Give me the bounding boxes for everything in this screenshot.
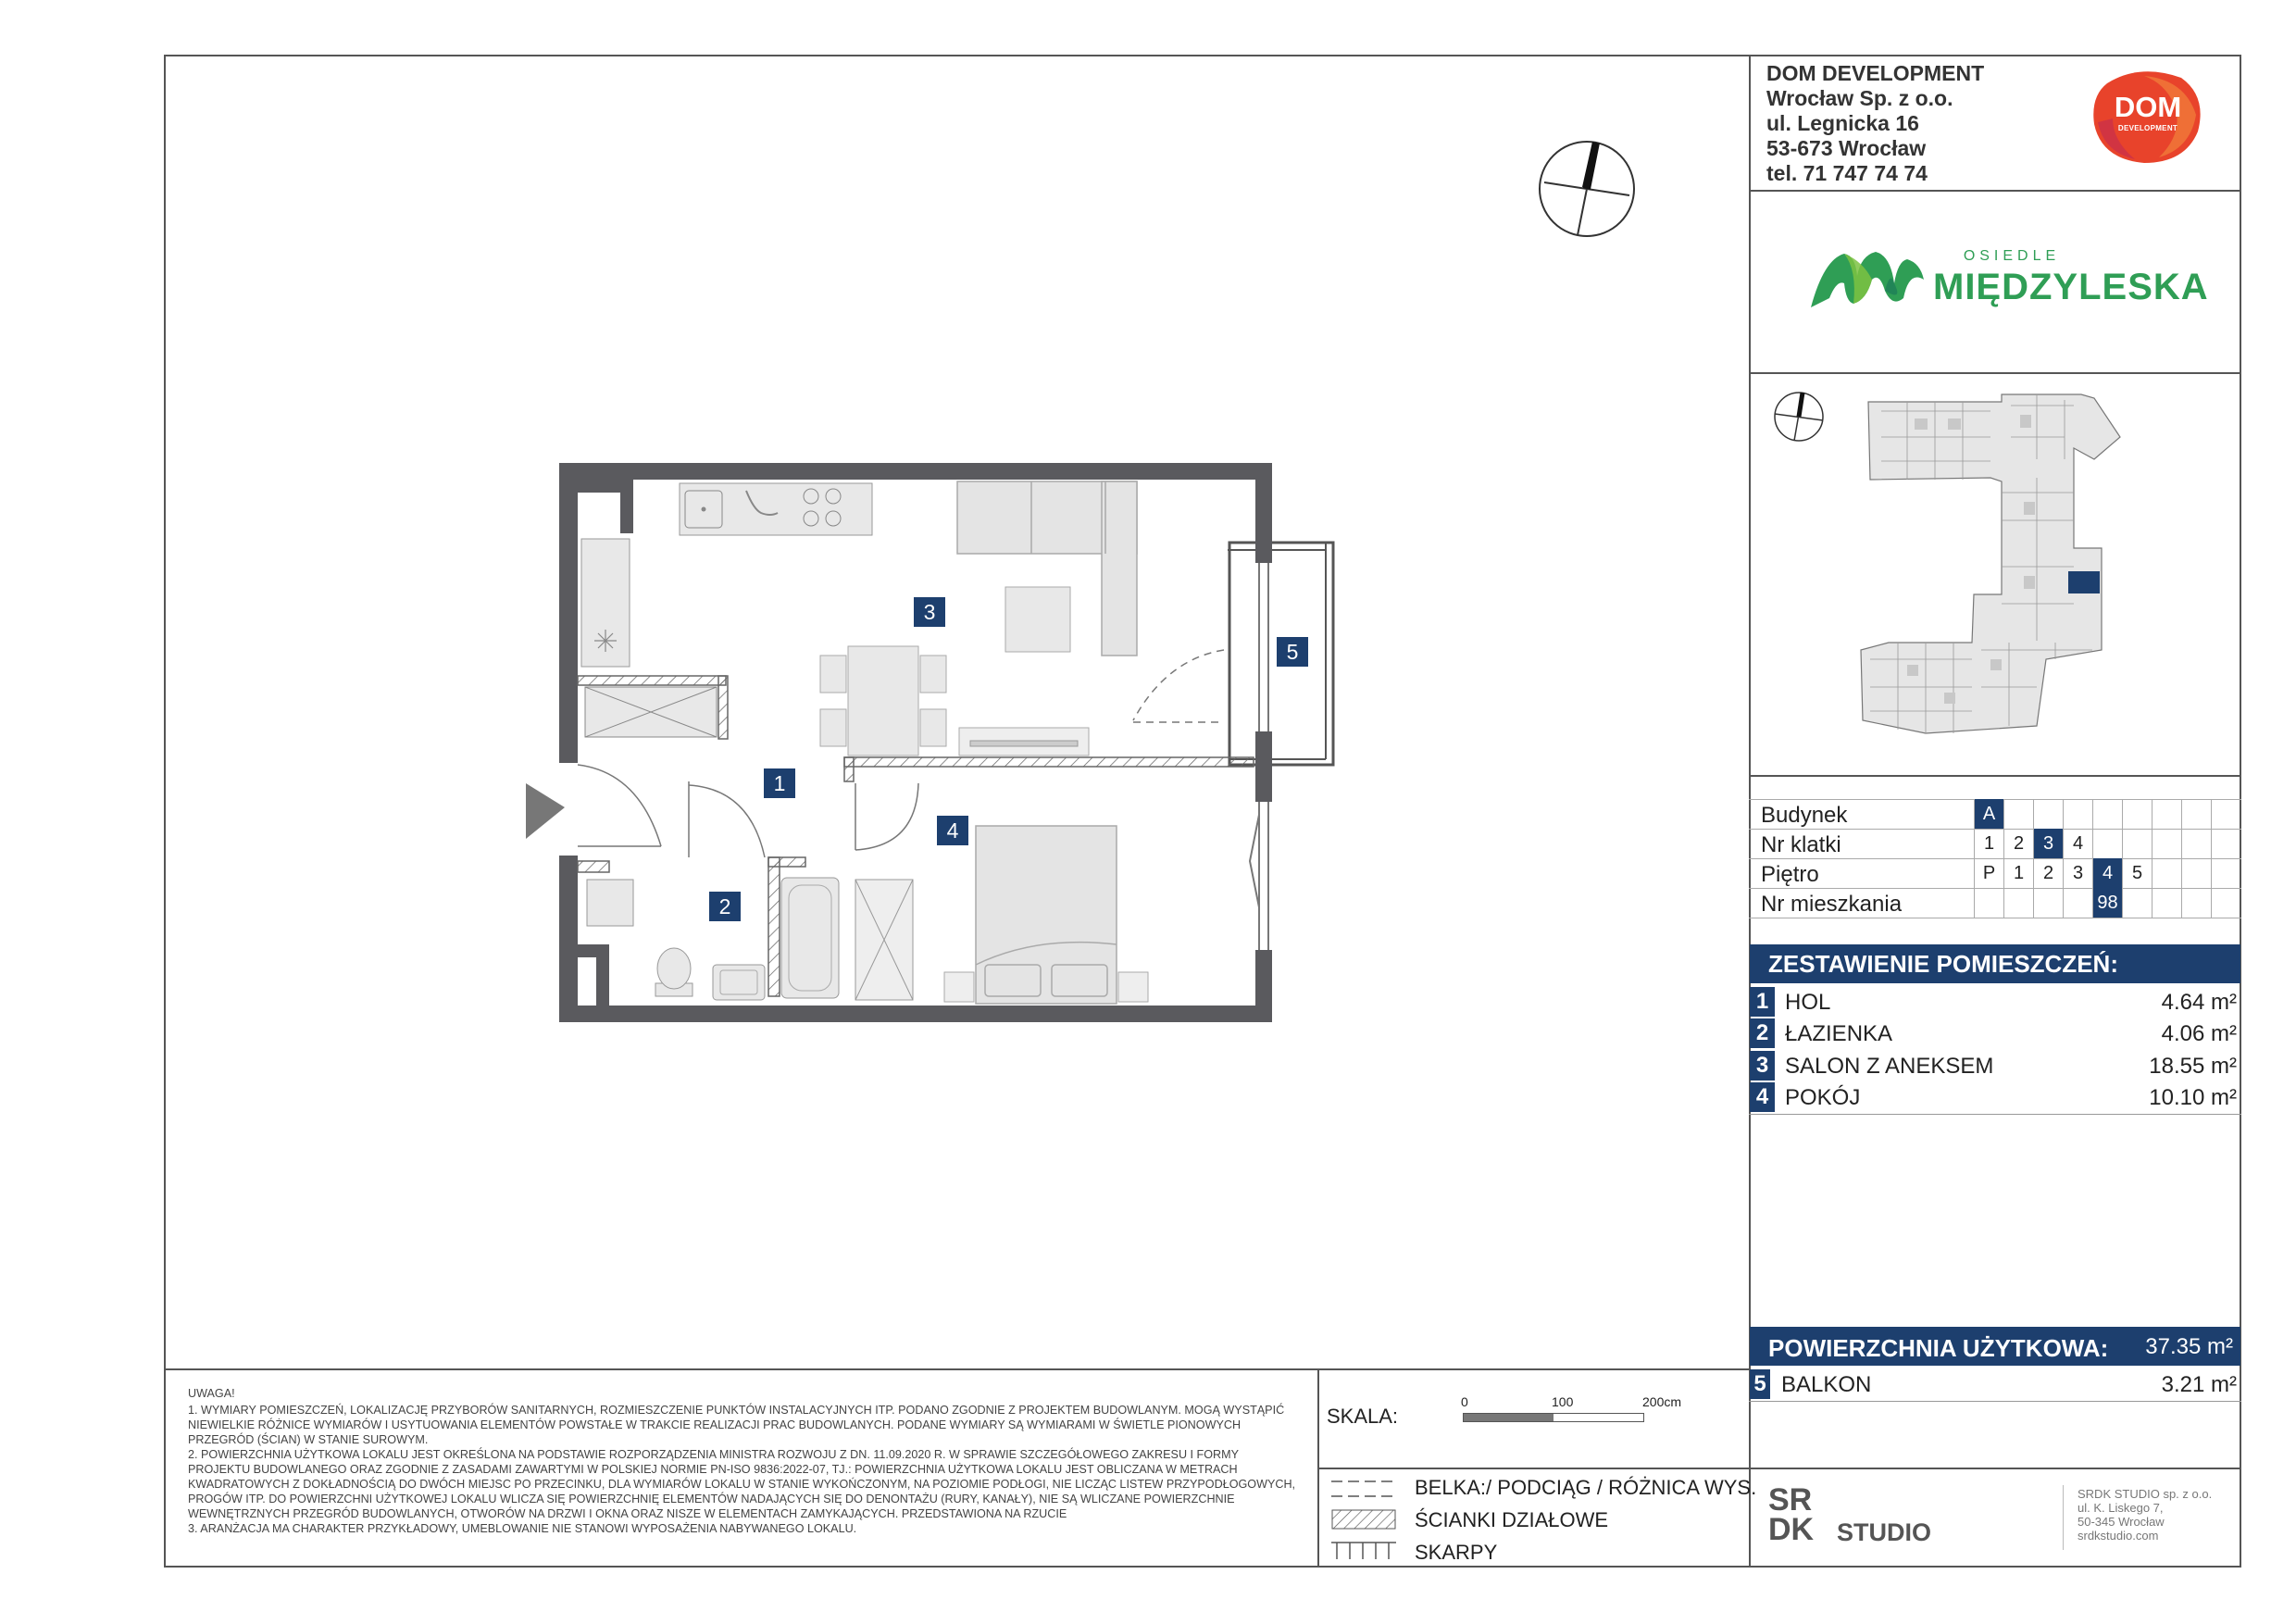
stair-cell: 1 [1974, 829, 2003, 858]
studio-divider [1749, 1468, 2241, 1469]
floor-cell: P [1974, 858, 2003, 888]
empty-cell [2122, 888, 2152, 918]
bed [976, 826, 1117, 1004]
bathtub-icon [781, 878, 839, 998]
empty-cell [2003, 888, 2033, 918]
notes-title: UWAGA! [188, 1387, 235, 1400]
empty-cell [2003, 799, 2033, 829]
apartment-cells [1974, 888, 2240, 918]
empty-cell [2063, 799, 2092, 829]
logo-divider [1749, 372, 2241, 374]
room-area: 4.06 m² [2161, 1021, 2237, 1046]
company-phone: tel. 71 747 74 74 [1766, 161, 1928, 185]
empty-cell [2033, 888, 2063, 918]
room-row [1750, 1051, 2240, 1081]
legend-label: SKARPY [1415, 1541, 1498, 1564]
stair-cell: 4 [2063, 829, 2092, 858]
partition-legend-icon [1331, 1509, 1396, 1530]
studio-web: srdkstudio.com [2078, 1529, 2159, 1543]
note-item: 1. WYMIARY POMIESZCZEŃ, LOKALIZACJĘ PRZYBORÓW SANITARNYCH, ROZMIESZCZENIE PUNKTÓW INSTALACYJNYCH ITP. PODANO ZGODNIE Z PROJEKTEM BUDOWLANYM. MOGĄ WYSTĄPIĆ NIEWIELKIE RÓŻNICE WYMIARÓW I USYTUOWANIA ELEMENTÓW POWSTAŁE W TRAKCIE REALIZACJI PRAC BUDOWLANYCH. PODANE WYMIARY SĄ WYMIARAMI W ŚWIETLE PIONOWYCH PRZEGRÓD (ŚCIAN) W STANIE SUROWYM. [188, 1404, 1285, 1446]
toilet-icon [657, 948, 691, 989]
empty-cell [2092, 799, 2122, 829]
dom-development-logo [2089, 67, 2205, 167]
srdk-logo-word: STUDIO [1837, 1518, 1932, 1546]
building-cell: A [1974, 799, 2003, 829]
studio-name: SRDK STUDIO sp. z o.o. [2078, 1487, 2213, 1501]
studio-address [2078, 1487, 2212, 1543]
empty-cell [2211, 829, 2240, 858]
floor-cell: 3 [2063, 858, 2092, 888]
empty-cell [2181, 829, 2211, 858]
room-row [1750, 1018, 2240, 1048]
compass-icon [1535, 137, 1639, 241]
company-city: 53-673 Wrocław [1766, 136, 1927, 160]
building-label: Budynek [1761, 803, 1848, 828]
balcony-bottom-line [1749, 1401, 2241, 1402]
bottom-strip-divider [164, 1368, 1750, 1370]
floor-cell: 4 [2092, 858, 2122, 888]
empty-cell [2122, 799, 2152, 829]
legend-label: BELKA:/ PODCIĄG / RÓŻNICA WYS. [1415, 1476, 1757, 1499]
room-number: 2 [1750, 1018, 1775, 1048]
keyplan-selected-apartment [2068, 571, 2100, 593]
balcony-name: BALKON [1781, 1372, 1872, 1397]
empty-cell [2181, 888, 2211, 918]
keyplan-divider [1749, 775, 2241, 777]
company-name: DOM DEVELOPMENT [1766, 61, 1985, 85]
empty-cell [2152, 858, 2181, 888]
empty-cell [2033, 799, 2063, 829]
empty-cell [2211, 799, 2240, 829]
room-row [1750, 987, 2240, 1017]
scale-bar-fill [1464, 1414, 1554, 1421]
legend-label: ŚCIANKI DZIAŁOWE [1415, 1508, 1609, 1531]
floor-label: Piętro [1761, 862, 1819, 887]
company-info [1766, 61, 1984, 186]
balcony-row [1750, 1369, 2240, 1399]
studio-address-divider [2063, 1485, 2064, 1550]
company-divider [1749, 190, 2241, 192]
room-row [1750, 1082, 2240, 1112]
empty-cell [2152, 888, 2181, 918]
rooms-title: ZESTAWIENIE POMIESZCZEŃ: [1750, 944, 2240, 983]
plan-tag: 3 [914, 597, 945, 627]
srdk-logo-mark: SR DK [1768, 1482, 1815, 1547]
note-item: 3. ARANŻACJA MA CHARAKTER PRZYKŁADOWY, UMEBLOWANIE NIE STANOWI WYPOSAŻENIA NABYWANEGO LOKALU. [188, 1522, 857, 1535]
empty-cell [2211, 858, 2240, 888]
key-plan [1759, 381, 2240, 770]
stair-cells [1974, 829, 2240, 858]
room-area: 4.64 m² [2161, 990, 2237, 1015]
project-logo-name: MIĘDZYLESKA [1933, 267, 2209, 307]
empty-cell [2122, 829, 2152, 858]
coffee-table [1005, 587, 1070, 652]
empty-cell [1974, 888, 2003, 918]
studio-street: ul. K. Liskego 7, [2078, 1501, 2164, 1515]
balcony-number: 5 [1750, 1369, 1770, 1399]
notes [188, 1386, 1304, 1536]
washing-machine [587, 880, 633, 926]
empty-cell [2181, 799, 2211, 829]
slope-legend-icon [1331, 1541, 1396, 1561]
plan-tag: 4 [937, 816, 968, 845]
room-name: HOL [1785, 990, 1831, 1015]
scale-divider [1317, 1468, 1750, 1469]
plan-tag: 5 [1277, 637, 1308, 667]
entrance-arrow-icon [526, 783, 565, 839]
plan-tag: 1 [764, 768, 795, 798]
room-name: ŁAZIENKA [1785, 1021, 1893, 1046]
company-street: ul. Legnicka 16 [1766, 111, 1919, 135]
usable-area-value: 37.35 m² [2145, 1334, 2233, 1359]
empty-cell [2152, 829, 2181, 858]
usable-area-bar [1750, 1327, 2240, 1366]
keyplan-compass-icon [1775, 393, 1823, 441]
floor-plan [518, 454, 1389, 1037]
room-name: SALON Z ANEKSEM [1785, 1054, 1994, 1079]
room-number: 3 [1750, 1051, 1775, 1081]
nightstand [944, 972, 974, 1002]
building-row [1750, 799, 2240, 829]
beam-legend-icon [1331, 1478, 1396, 1500]
balcony-area: 3.21 m² [2161, 1372, 2237, 1397]
empty-cell [2211, 888, 2240, 918]
stair-cell: 2 [2003, 829, 2033, 858]
floor-cell: 5 [2122, 858, 2152, 888]
tv [970, 741, 1078, 746]
dom-logo-subtext: DEVELOPMENT [2117, 124, 2178, 132]
srdk-logo [1768, 1482, 1944, 1550]
empty-cell [2152, 799, 2181, 829]
empty-cell [2063, 888, 2092, 918]
room-area: 18.55 m² [2149, 1054, 2237, 1079]
floor-cell: 1 [2003, 858, 2033, 888]
scale-tick: 0 [1461, 1394, 1468, 1409]
stair-label: Nr klatki [1761, 832, 1841, 857]
scale-label: SKALA: [1327, 1405, 1399, 1428]
room-number: 1 [1750, 987, 1775, 1017]
room-number: 4 [1750, 1082, 1775, 1112]
room-area: 10.10 m² [2149, 1085, 2237, 1110]
studio-city: 50-345 Wrocław [2078, 1515, 2165, 1529]
project-logo-mark [1805, 243, 1926, 317]
plan-tag: 2 [709, 892, 741, 921]
floor-cell: 2 [2033, 858, 2063, 888]
usable-area-label: POWIERZCHNIA UŻYTKOWA: [1768, 1334, 2109, 1362]
company-line2: Wrocław Sp. z o.o. [1766, 86, 1953, 110]
nightstand [1118, 972, 1148, 1002]
stair-cell: 3 [2033, 829, 2063, 858]
dining-set [820, 646, 946, 756]
floor-cells [1974, 858, 2240, 888]
apartment-row [1750, 888, 2240, 918]
scale-bar [1463, 1413, 1644, 1422]
empty-cell [2092, 829, 2122, 858]
stair-row [1750, 829, 2240, 858]
scale-tick: 100 [1552, 1394, 1574, 1409]
scale-tick: 200cm [1642, 1394, 1682, 1409]
apartment-label: Nr mieszkania [1761, 892, 1903, 917]
project-logo-small: OSIEDLE [1963, 248, 2061, 264]
dom-logo-text: DOM [2114, 91, 2182, 123]
floor-row [1750, 858, 2240, 888]
building-cells [1974, 799, 2240, 829]
room-name: POKÓJ [1785, 1085, 1861, 1110]
empty-cell [2181, 858, 2211, 888]
note-item: 2. POWIERZCHNIA UŻYTKOWA LOKALU JEST OKREŚLONA NA PODSTAWIE ROZPORZĄDZENIA MINISTRA ROZWOJU Z DN. 11.09.2020 R. W SPRAWIE SZCZEGÓŁOWEGO ZAKRESU I FORMY PROJEKTU BUDOWLANEGO ORAZ ZGODNIE Z ZASADAMI ZAWARTYMI W POLSKIEJ NORMIE PN-ISO 9836:2022-07, TJ.: POWIERZCHNIA UŻYTKOWA LOKALU JEST OBLICZANA W METRACH KWADRATOWYCH Z DOKŁADNOŚCIĄ DO DWÓCH MIEJSC PO PRZECINKU, DLA WYMIARÓW LOKALU W STANIE WYKOŃCZONYM, NA POZIOMIE PODŁOGI, NIE LICZĄC LISTEW PRZYPODŁOGOWYCH, PROGÓW ITP. DO POWIERZCHNI UŻYTKOWEJ LOKALU WLICZA SIĘ POWIERZCHNIĘ ELEMENTÓW NADAJĄCYCH SIĘ DO DENONTAŻU (RURY, KANAŁY), NIE SĄ WLICZANE POWIERZCHNIE WEWNĘTRZNYCH PRZEGRÓD BUDOWLANYCH, OTWORÓW NA DRZWI I OKNA ORAZ NISZE W ELEMENTACH ZAMYKAJĄCYCH. PRZEDSTAWIONA NA RZUCIE [188, 1448, 1296, 1520]
rooms-bottom-line [1749, 1114, 2241, 1115]
project-logo [1805, 243, 2209, 317]
apartment-cell: 98 [2092, 888, 2122, 918]
